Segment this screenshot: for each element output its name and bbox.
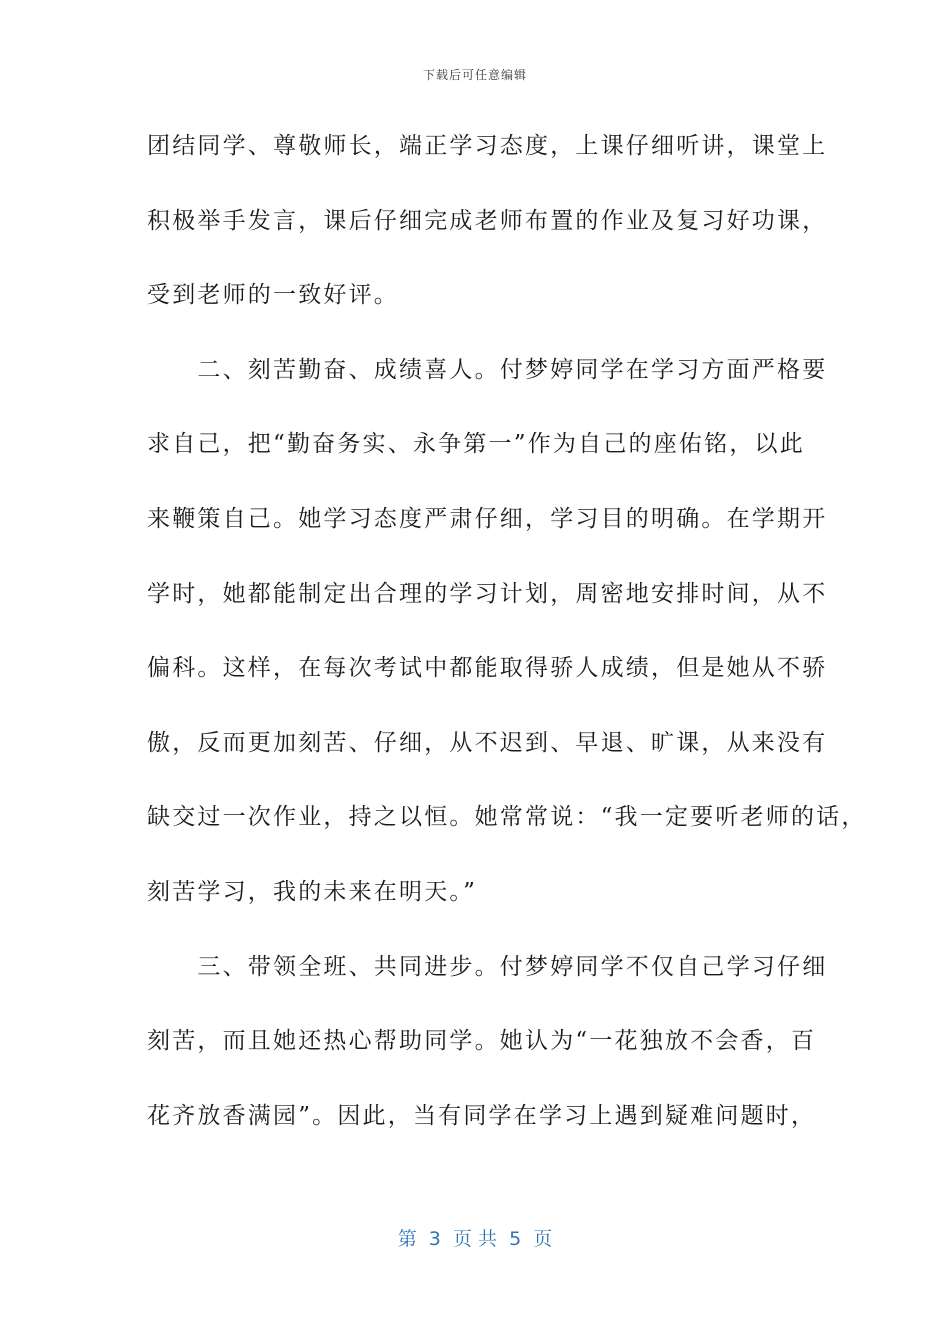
text-line: 刻苦，而且她还热心帮助同学。她认为“一花独放不会香，百 xyxy=(147,1028,817,1055)
text-line: 花齐放香满园”。因此，当有同学在学习上遇到疑难问题时， xyxy=(147,1102,817,1129)
text-line: 求自己，把“勤奋务实、永争第一”作为自己的座佑铭，以此 xyxy=(147,431,805,458)
text-line: 来鞭策自己。她学习态度严肃仔细，学习目的明确。在学期开 xyxy=(147,505,828,532)
page-number-footer: 第 3 页 共 5 页 xyxy=(397,1228,553,1250)
text-line: 二、刻苦勤奋、成绩喜人。付梦婷同学在学习方面严格要 xyxy=(147,356,828,383)
text-line: 受到老师的一致好评。 xyxy=(147,282,399,309)
text-line: 学时，她都能制定出合理的学习计划，周密地安排时间，从不 xyxy=(147,580,828,607)
text-line: 缺交过一次作业，持之以恒。她常常说：“我一定要听老师的话， xyxy=(147,804,867,831)
text-line: 团结同学、尊敬师长，端正学习态度，上课仔细听讲，课堂上 xyxy=(147,133,828,159)
document-body xyxy=(147,128,867,1172)
text-line: 积极举手发言，课后仔细完成老师布置的作业及复习好功课， xyxy=(147,207,828,234)
text-line: 三、带领全班、共同进步。付梦婷同学不仅自己学习仔细 xyxy=(147,953,828,980)
page-header: 下载后可任意编辑 xyxy=(422,68,527,82)
text-line: 偏科。这样，在每次考试中都能取得骄人成绩，但是她从不骄 xyxy=(147,655,828,682)
text-line: 刻苦学习，我的未来在明天。” xyxy=(147,878,478,905)
text-line: 傲，反而更加刻苦、仔细，从不迟到、早退、旷课，从来没有 xyxy=(147,729,828,756)
